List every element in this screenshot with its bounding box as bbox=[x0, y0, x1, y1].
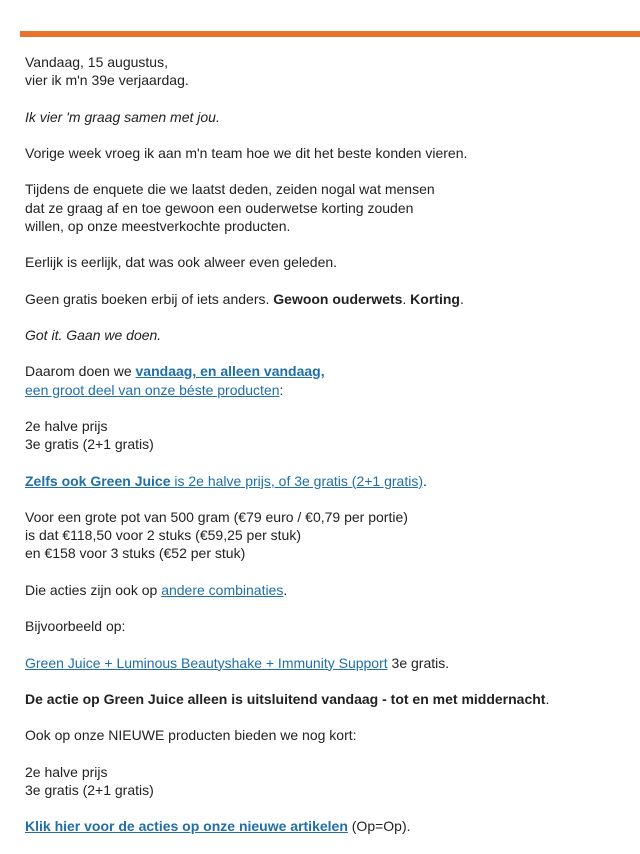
green-juice-link-bold: Zelfs ook Green Juice bbox=[25, 472, 171, 489]
pricing-line-1: Voor een grote pot van 500 gram (€79 euro / €0,79 per portie) bbox=[25, 508, 408, 525]
survey-paragraph bbox=[25, 180, 625, 235]
therefore-end: : bbox=[279, 381, 284, 398]
no-gifts-text: Geen gratis boeken erbij of iets anders. bbox=[25, 290, 274, 307]
intro-paragraph bbox=[25, 53, 625, 89]
deadline-paragraph bbox=[25, 690, 625, 708]
pricing-paragraph bbox=[25, 508, 625, 563]
today-only-link[interactable]: vandaag, en alleen vandaag, bbox=[135, 363, 325, 380]
therefore-paragraph bbox=[25, 362, 625, 398]
intro-line-1: Vandaag, 15 augustus, bbox=[25, 54, 168, 70]
no-gifts-bold-2: Korting bbox=[410, 290, 460, 307]
offer-paragraph-1 bbox=[25, 417, 625, 453]
bundle-end: 3e gratis. bbox=[387, 654, 450, 671]
bundle-paragraph bbox=[25, 654, 625, 672]
got-it-paragraph: Got it. Gaan we doen. bbox=[25, 326, 162, 343]
green-juice-link[interactable] bbox=[25, 473, 423, 489]
pricing-line-2: is dat €118,50 voor 2 stuks (€59,25 per stuk) bbox=[25, 527, 302, 544]
no-gifts-bold-1: Gewoon ouderwets bbox=[273, 290, 403, 307]
green-juice-end: . bbox=[423, 472, 427, 489]
no-gifts-paragraph bbox=[25, 290, 625, 308]
no-gifts-mid: . bbox=[402, 290, 411, 307]
offer-1-line-1: 2e halve prijs bbox=[25, 417, 108, 434]
offer-2-line-1: 2e halve prijs bbox=[25, 763, 108, 780]
email-body bbox=[25, 53, 625, 854]
combinations-end: . bbox=[283, 581, 288, 598]
survey-line-1: Tijdens de enquete die we laatst deden, zeiden nogal wat mensen bbox=[25, 181, 435, 198]
accent-bar bbox=[20, 31, 640, 37]
other-combinations-link[interactable]: andere combinaties bbox=[161, 581, 284, 598]
combinations-paragraph bbox=[25, 581, 625, 599]
combinations-text: Die acties zijn ook op bbox=[25, 581, 162, 598]
cta-paragraph bbox=[25, 817, 625, 835]
deadline-end: . bbox=[545, 690, 550, 707]
team-question-paragraph: Vorige week vroeg ik aan m'n team hoe we dit het beste konden vieren. bbox=[25, 144, 468, 161]
pricing-line-3: en €158 voor 3 stuks (€52 per stuk) bbox=[25, 545, 246, 562]
offer-2-line-2: 3e gratis (2+1 gratis) bbox=[25, 781, 154, 798]
bundle-link[interactable]: Green Juice + Luminous Beautyshake + Immunity Support bbox=[25, 654, 388, 671]
honest-paragraph: Eerlijk is eerlijk, dat was ook alweer even geleden. bbox=[25, 254, 338, 271]
new-products-paragraph: Ook op onze NIEUWE producten bieden we nog kort: bbox=[25, 727, 357, 744]
example-paragraph: Bijvoorbeeld op: bbox=[25, 618, 126, 635]
therefore-text: Daarom doen we bbox=[25, 363, 136, 380]
deadline-bold: De actie op Green Juice alleen is uitsluitend vandaag - tot en met middernacht bbox=[25, 690, 546, 707]
survey-line-2: dat ze graag af en toe gewoon een ouderwetse korting zouden bbox=[25, 199, 414, 216]
best-products-link[interactable]: een groot deel van onze béste producten bbox=[25, 381, 280, 398]
survey-line-3: willen, op onze meestverkochte producten. bbox=[25, 217, 291, 234]
green-juice-paragraph bbox=[25, 472, 625, 490]
green-juice-link-rest: is 2e halve prijs, of 3e gratis (2+1 gratis) bbox=[170, 472, 424, 489]
intro-line-2: vier ik m'n 39e verjaardag. bbox=[25, 72, 189, 89]
offer-paragraph-2 bbox=[25, 763, 625, 799]
no-gifts-end: . bbox=[459, 290, 464, 307]
celebrate-paragraph: Ik vier 'm graag samen met jou. bbox=[25, 108, 220, 125]
cta-end: (Op=Op). bbox=[347, 818, 411, 835]
offer-1-line-2: 3e gratis (2+1 gratis) bbox=[25, 436, 154, 453]
new-articles-link[interactable]: Klik hier voor de acties op onze nieuwe artikelen bbox=[25, 818, 348, 835]
